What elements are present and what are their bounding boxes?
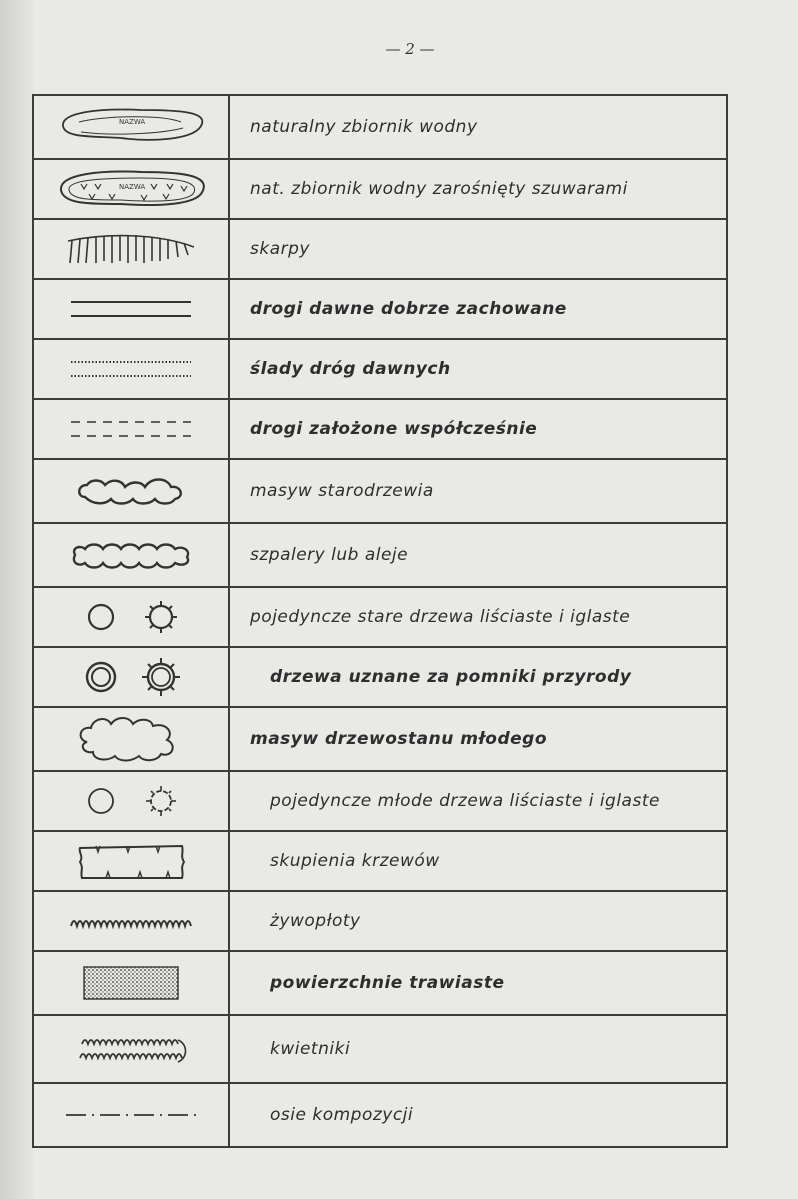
legend-row-single-young-trees [34, 772, 726, 832]
legend-label: masyw starodrzewia [250, 481, 434, 501]
legend-label: drogi założone współcześnie [250, 419, 538, 439]
legend-label: osie kompozycji [270, 1105, 414, 1125]
water-body-name-label: NAZWA [119, 183, 146, 191]
modern-road-dashed-icon [34, 400, 230, 458]
legend-row-shrub-cluster [34, 832, 726, 892]
legend-row-natural-water-body [34, 96, 726, 160]
legend-label: kwietniki [270, 1039, 351, 1059]
legend-row-young-stand [34, 708, 726, 772]
legend-row-hedge [34, 892, 726, 952]
natural-water-body-icon [34, 96, 230, 158]
old-road-traces-dotted-icon [34, 340, 230, 398]
legend-row-tree-row [34, 524, 726, 588]
natural-monument-trees-icon [34, 648, 230, 706]
page-edge-shadow [0, 0, 34, 1199]
flower-bed-icon [34, 1016, 230, 1082]
legend-row-old-road-traces [34, 340, 726, 400]
grass-area-icon [34, 952, 230, 1014]
legend-label: skupienia krzewów [270, 851, 440, 871]
young-stand-mass-icon [34, 708, 230, 770]
shrub-cluster-icon [34, 832, 230, 890]
legend-row-old-road [34, 280, 726, 340]
legend-row-modern-road [34, 400, 726, 460]
legend-label: szpalery lub aleje [250, 545, 409, 565]
tree-row-alley-icon [34, 524, 230, 586]
legend-row-flower-beds [34, 1016, 726, 1084]
legend-row-old-tree-mass [34, 460, 726, 524]
composition-axis-icon [34, 1084, 230, 1146]
page-number: — 2 — [385, 40, 435, 58]
old-road-double-line-icon [34, 280, 230, 338]
legend-row-composition-axis [34, 1084, 726, 1146]
legend-label: nat. zbiornik wodny zarośnięty szuwarami [250, 179, 628, 199]
map-legend-table [32, 94, 728, 1148]
legend-row-grass [34, 952, 726, 1016]
legend-label: masyw drzewostanu młodego [250, 729, 548, 749]
legend-label: naturalny zbiornik wodny [250, 117, 478, 137]
legend-label: skarpy [250, 239, 310, 259]
water-body-name-label: NAZWA [119, 118, 146, 126]
legend-label: żywopłoty [270, 911, 361, 931]
legend-label: ślady dróg dawnych [250, 359, 451, 379]
old-tree-mass-icon [34, 460, 230, 522]
legend-label: pojedyncze stare drzewa liściaste i iglaste [250, 607, 631, 627]
legend-row-escarpment [34, 220, 726, 280]
legend-label: drzewa uznane za pomniki przyrody [270, 667, 632, 687]
single-old-trees-icon [34, 588, 230, 646]
legend-row-single-old-trees [34, 588, 726, 648]
escarpment-icon [34, 220, 230, 278]
hedge-icon [34, 892, 230, 950]
legend-row-overgrown-water-body [34, 160, 726, 220]
single-young-trees-icon [34, 772, 230, 830]
legend-row-monument-trees [34, 648, 726, 708]
overgrown-water-body-icon [34, 160, 230, 218]
legend-label: powierzchnie trawiaste [270, 973, 505, 993]
legend-label: drogi dawne dobrze zachowane [250, 299, 567, 319]
legend-label: pojedyncze młode drzewa liściaste i iglaste [270, 791, 660, 811]
